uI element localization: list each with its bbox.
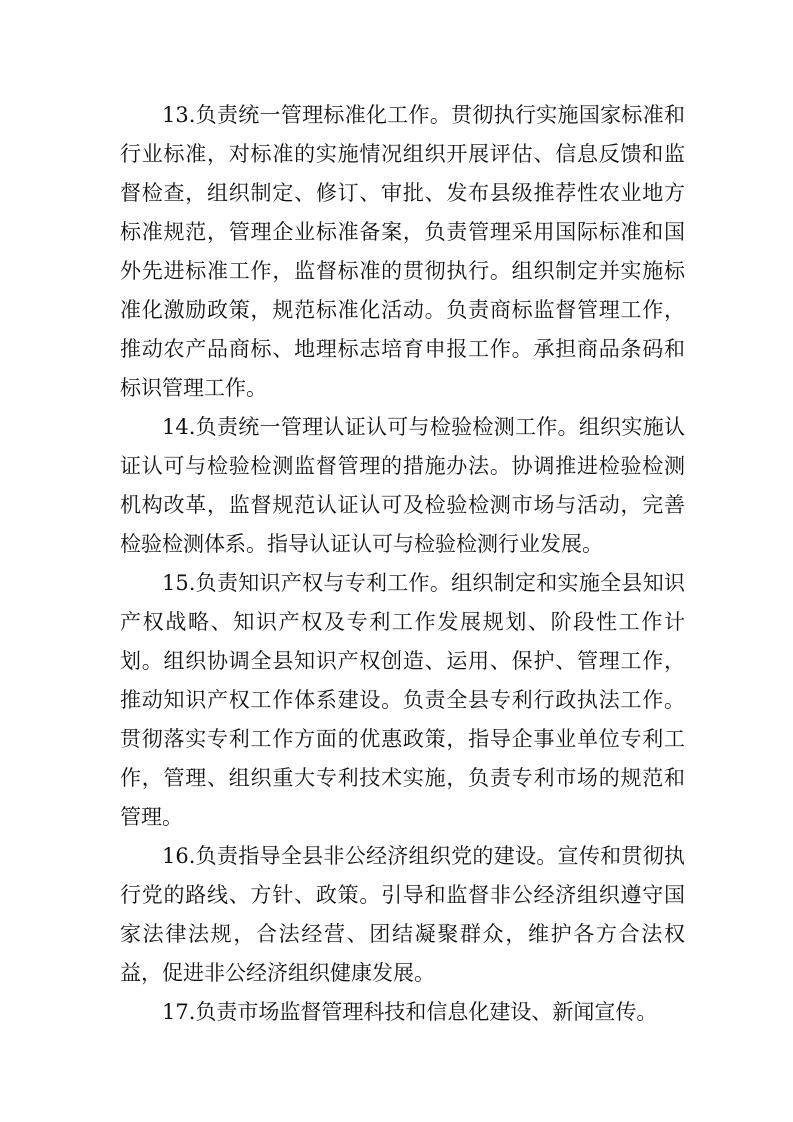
paragraph-item-16: 16.负责指导全县非公经济组织党的建设。宣传和贯彻执行党的路线、方针、政策。引导和监督非公经济组织遵守国家法律法规，合法经营、团结凝聚群众，维护各方合法权益，促进非公经济组织健康发展。 xyxy=(120,844,685,985)
paragraph-item-15: 15.负责知识产权与专利工作。组织制定和实施全县知识产权战略、知识产权及专利工作发展规划、阶段性工作计划。组织协调全县知识产权创造、运用、保护、管理工作，推动知识产权工作体系建设。负责全县专利行政执法工作。贯彻落实专利工作方面的优惠政策，指导企事业单位专利工作，管理、组织重大专利技术实施，负责专利市场的规范和管理。 xyxy=(120,571,685,829)
paragraph-item-13: 13.负责统一管理标准化工作。贯彻执行实施国家标准和行业标准，对标准的实施情况组织开展评估、信息反馈和监督检查，组织制定、修订、审批、发布县级推荐性农业地方标准规范，管理企业标准备案，负责管理采用国际标准和国外先进标准工作，监督标准的贯彻执行。组织制定并实施标准化激励政策，规范标准化活动。负责商标监督管理工作，推动农产品商标、地理标志培育申报工作。承担商品条码和标识管理工作。 xyxy=(120,103,685,400)
paragraph-item-14: 14.负责统一管理认证认可与检验检测工作。组织实施认证认可与检验检测监督管理的措施办法。协调推进检验检测机构改革，监督规范认证认可及检验检测市场与活动，完善检验检测体系。指导认证认可与检验检测行业发展。 xyxy=(120,415,685,556)
paragraph-item-17: 17.负责市场监督管理科技和信息化建设、新闻宣传。 xyxy=(162,1000,658,1024)
document-body xyxy=(120,96,685,1032)
